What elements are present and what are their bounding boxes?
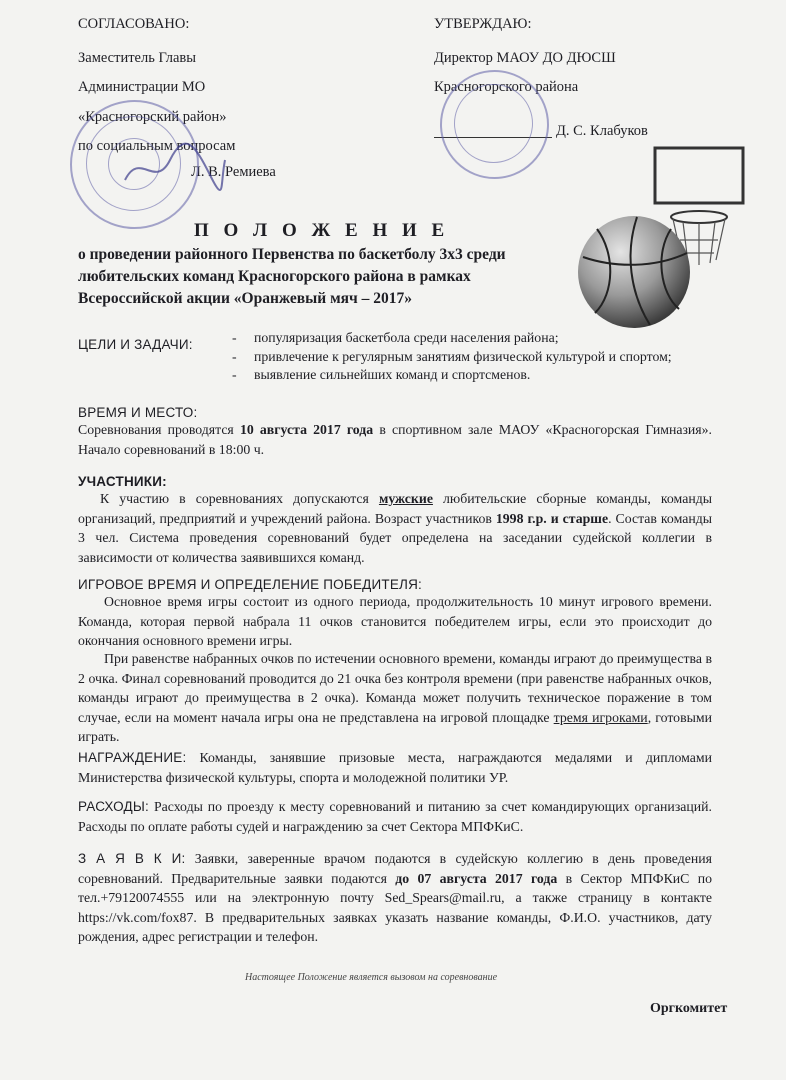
time-place-text: Соревнования проводятся 10 августа 2017 года в спортивном зале МАОУ «Красногорская Гимназия». Начало соревнований в 18:00 ч. (78, 422, 712, 457)
applications-label: З А Я В К И: (78, 851, 186, 866)
document-title: П О Л О Ж Е Н И Е (194, 220, 450, 241)
approval-right-signature: Д. С. Клабуков (556, 123, 648, 139)
awards-paragraph: НАГРАЖДЕНИЕ: Команды, занявшие призовые места, награждаются медалями и дипломами Министерства физической культуры, спорта и молодежной политики УР. (78, 750, 712, 785)
game-time-para1: Основное время игры состоит из одного периода, продолжительность 10 минут игрового времени. Команда, которая первой набрала 11 очков становится победителем игры, если это происходит до окончания основного времени игры. (78, 594, 712, 648)
document-subtitle-line: о проведении районного Первенства по баскетболу 3х3 среди (78, 246, 506, 263)
approval-right-line: Директор МАОУ ДО ДЮСШ (434, 50, 616, 66)
footer-signoff: Оргкомитет (650, 1001, 728, 1016)
goals-label: ЦЕЛИ И ЗАДАЧИ: (78, 337, 193, 352)
approval-right-line: Красногорского района (434, 79, 579, 95)
goals-item: - выявление сильнейших команд и спортсменов. (232, 367, 531, 382)
applications-paragraph: З А Я В К И: Заявки, заверенные врачом подаются в судейскую коллегию в день проведения соревнований. Предварительные заявки подаются до 07 августа 2017 года в Сектор МПФКиС по тел.+79120074555 или на электронную почту Sed_Spears@mail.ru, а также страницу в контакте https://vk.com/fox87. В предварительных заявках указать название команды, Ф.И.О. участников, дату рождения, адрес регистрации и телефон. (78, 851, 712, 944)
signature-scribble-left (120, 140, 230, 200)
expenses-paragraph: РАСХОДЫ: Расходы по проезду к месту соревнований и питанию за счет командирующих организаций. Расходы по оплате работы судей и награждению за счет Сектора МПФКиС. (78, 799, 712, 834)
expenses-label: РАСХОДЫ: (78, 799, 150, 814)
participants-text: К участию в соревнованиях допускаются мужские любительские сборные команды, команды организаций, предприятий и учреждений района. Возраст участников 1998 г.р. и старше. Состав команды 3 чел. Система проведения соревнований будет определена на заседании судейской коллегии в зависимости от количества заявившихся команд. (78, 491, 713, 565)
game-time-label: ИГРОВОЕ ВРЕМЯ И ОПРЕДЕЛЕНИЕ ПОБЕДИТЕЛЯ: (78, 577, 423, 592)
official-seal-right (440, 70, 549, 179)
awards-label: НАГРАЖДЕНИЕ: (78, 750, 187, 765)
document-subtitle-line: Всероссийской акции «Оранжевый мяч – 2017» (78, 290, 413, 307)
approval-left-line: Администрации МО (78, 79, 206, 95)
goals-list (232, 329, 692, 385)
footer-note: Настоящее Положение является вызовом на соревнование (245, 972, 498, 983)
document-subtitle-line: любительских команд Красногорского района в рамках (78, 268, 471, 285)
approval-left-line: «Красногорский район» (78, 109, 227, 125)
basketball-icon (575, 213, 693, 331)
time-place-label: ВРЕМЯ И МЕСТО: (78, 405, 198, 420)
goals-item: - привлечение к регулярным занятиям физической культурой и спортом; (232, 348, 672, 364)
approval-left-heading: СОГЛАСОВАНО: (78, 16, 190, 32)
approval-left-line: по социальным вопросам (78, 138, 236, 154)
approval-right-heading: УТВЕРЖДАЮ: (434, 16, 532, 32)
goals-item: - популяризация баскетбола среди населения района; (232, 330, 559, 345)
approval-left-signature: Л. В. Ремиева (191, 164, 276, 180)
participants-label: УЧАСТНИКИ: (78, 474, 167, 489)
game-time-para2: При равенстве набранных очков по истечении основного времени, команды играют до преимущества в 2 очка. Финал соревнований проводится до 21 очка без контроля времени (при равенстве набранных очков, команды играют до преимущества в 2 очка). Команда может получить техническое поражение в том случае, если на момент начала игры она не представлена на игровой площадке тремя игроками, готовыми играть. (78, 651, 712, 744)
approval-left-line: Заместитель Главы (78, 50, 197, 66)
